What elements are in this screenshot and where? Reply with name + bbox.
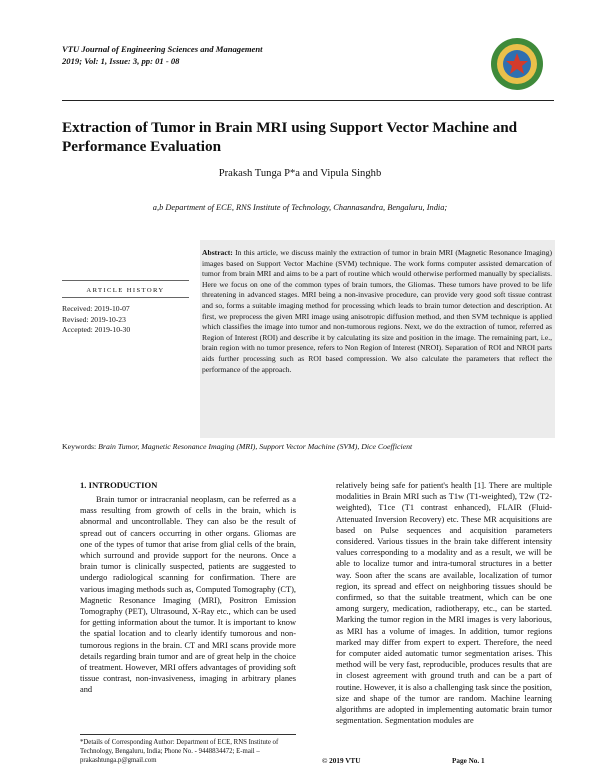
paper-affiliation: a,b Department of ECE, RNS Institute of Technology, Channasandra, Bengaluru, India; [152,203,448,212]
vtu-emblem-icon [489,36,545,92]
body-column-left [80,494,296,696]
footnote-rule [80,734,296,735]
section-heading-introduction: 1. INTRODUCTION [80,480,158,490]
abstract-text: In this article, we discuss mainly the extraction of tumor in brain MRI (Magnetic Resonance Imaging) images based on Support Vector Machine (SVM) technique. The work forms computer assisted demarcation of tumor from brain MRI and aims to be a part of routine which would otherwise performed manually by specialists. Here we focus on one of the common types of brain tumors, the Gliomas. These tumors have proved to be life threatening in advanced stages. MRI being a non-invasive procedure, can provide very good soft tissue contrast and so, forms a suitable imaging method for processing which leads to brain tumor detection and description. At first, we preprocess the given MRI image using anisotropic diffusion method, and then SVM technique is applied which classifies the image into tumor and non-tumorous regions. Next, we do the extraction of tumor, referred as Region of Interest (ROI) and describe it by calculating its size and position in the image. The remaining part, i.e., brain region with no tumor presence, refers to Non Region of Interest (NROI). Separation of ROI and NROI parts aids further processing such as ROI based compression. We also calculate the parameters that reflect the performance of the approach. [202,248,552,374]
header-rule [62,100,554,101]
article-history-title: ARTICLE HISTORY [86,287,165,294]
history-rule-bottom [62,297,189,298]
footer-page-number: Page No. 1 [452,757,485,765]
keywords-label: Keywords: [62,442,97,451]
corresponding-author-footnote: *Details of Corresponding Author: Department of ECE, RNS Institute of Technology, Bengaluru, India; Phone No. - 9448834472; E-mail – prakashtunga.p@gmail.com [80,739,279,764]
footer-copyright: © 2019 VTU [322,757,361,765]
paper-title: Extraction of Tumor in Brain MRI using Support Vector Machine and Performance Evaluation [62,119,518,155]
revised-date: Revised: 2019-10-23 [62,314,126,324]
intro-paragraph-continued: relatively being safe for patient's health [1]. There are multiple modalities in Brain MRI such as T1w (T1-weighted), T2w (T2-weighted), T1ce (T1 contrast enhanced), FLAIR (Fluid-Attenuated Inversion Recovery) etc. These MR acquisitions are based on Pulse sequences and acquisition parameters considered. Various tissues in the brain take different intensity values corresponding to a modality and as a result, we will be able to localize tumor and intra-tumoral structures in a better way. Soon after the scans are available, localization of tumor region, its spread and effect on neighboring tissues should be confirmed, so that the suitable treatment, which can be one among surgery, medication, radiotherapy, etc., can be started. Marking the tumor region in the MRI images is very laborious, as MRI has a volume of images. In addition, tumor regions marked may differ from expert to expert. Therefore, the need for computer aided automatic tumor segmentation arises. This method will be very fast, reproducible, produces results that are in closest agreement with ground truth and can be a part of routine. However, it is also a challenging task since the position, size and shape of the tumor are random. Machine learning algorithms are adopted in implementing automatic brain tumor segmentation. Segmentation modules are [336,481,552,726]
intro-paragraph: Brain tumor or intracranial neoplasm, can be referred as a mass resulting from growth of cells in the brain, which is abnormal and uncontrollable. They can also be the result of spread out of cancers occurring in other organs. Gliomas are one of the types of tumor that arise from glial cells of the brain, which surround and provide support for the neurons. Once a brain tumor is clinically suspected, patients are suggested to undergo radiological scanning for confirmation. There are various imaging methods such as, Computed Tomography (CT), Magnetic Resonance Imaging (MRI), Positron Emission Tomography (PET), Ultrasound, X-Ray etc., which can be used for getting information about the tumor. It is important to know the spatial location and to clearly identify tumorous and non-tumorous regions in the brain. CT and MRI scans provide more details regarding brain tumor and are of great help in the choice of treatment. However, MRI offers advantages of providing soft tissue contrast, non-invasiveness, imaging in arbitrary planes and [80,495,296,695]
abstract-label: Abstract: [202,248,233,257]
keywords [62,442,554,451]
body-column-right [336,480,552,726]
journal-header [62,44,263,67]
article-history-list [62,304,130,336]
accepted-date: Accepted: 2019-10-30 [62,325,131,335]
keywords-text: Brain Tumor, Magnetic Resonance Imaging (MRI), Support Vector Machine (SVM), Dice Coefficient [98,442,413,451]
paper-authors: Prakash Tunga P*a and Vipula Singhb [218,168,382,179]
received-date: Received: 2019-10-07 [62,304,130,313]
history-rule-top [62,280,189,281]
abstract [202,248,552,375]
journal-name: VTU Journal of Engineering Sciences and Management [62,44,263,54]
journal-volume-issue: 2019; Vol: 1, Issue: 3, pp: 01 - 08 [62,55,180,66]
